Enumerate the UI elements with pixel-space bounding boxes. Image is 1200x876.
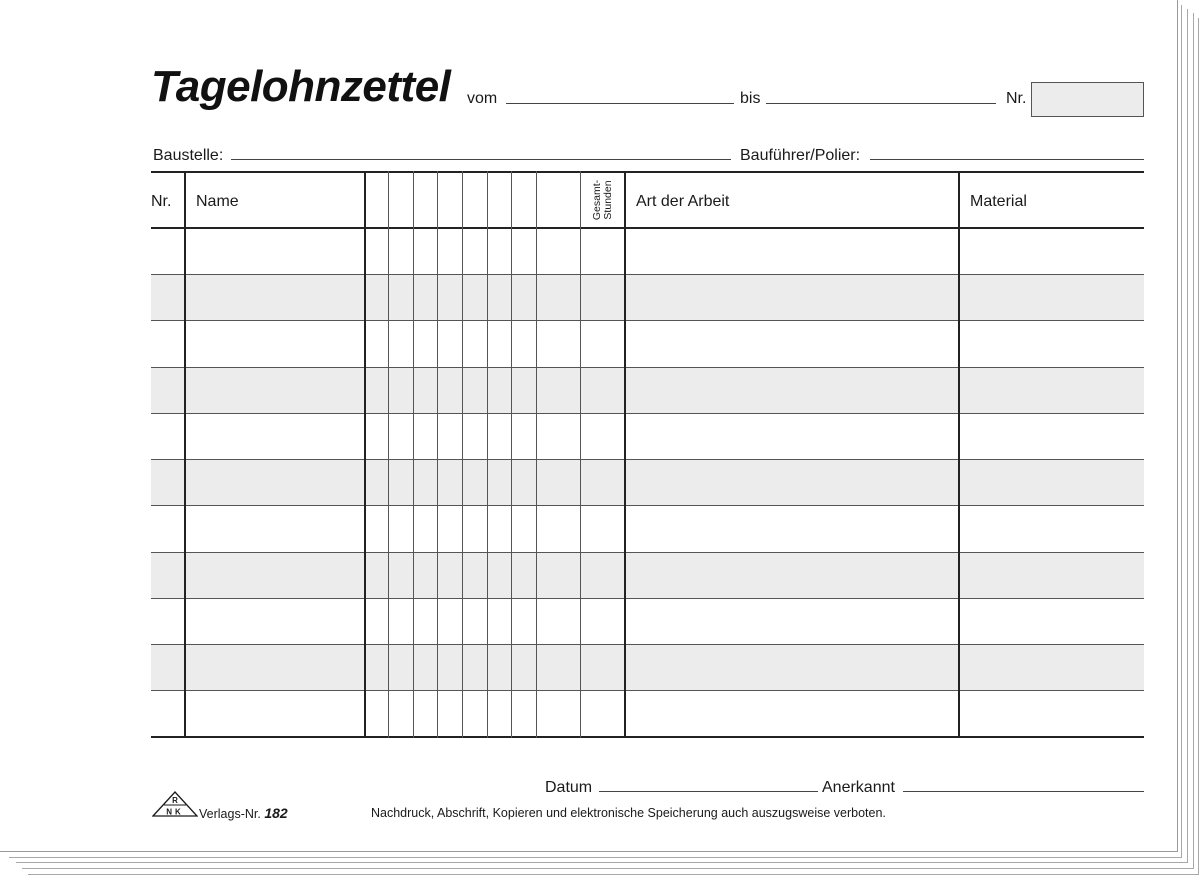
table-top-rule (151, 171, 1144, 173)
date-field[interactable] (599, 791, 818, 792)
foreman-field[interactable] (870, 159, 1144, 160)
row-divider (151, 690, 1144, 691)
col-divider-day (388, 171, 389, 738)
table-row-shade (151, 552, 1144, 598)
row-divider (151, 367, 1144, 368)
from-date-field[interactable] (506, 103, 734, 104)
col-header-total-line2: Stunden (602, 180, 614, 220)
col-divider-work (624, 171, 626, 738)
col-divider-day (462, 171, 463, 738)
from-label: vom (467, 90, 498, 107)
number-field[interactable] (1031, 82, 1144, 117)
table-bottom-rule (151, 736, 1144, 738)
col-divider-total (580, 171, 581, 738)
col-header-material: Material (970, 193, 1027, 210)
number-label: Nr. (1006, 90, 1027, 107)
publisher-number-value: 182 (264, 805, 288, 821)
svg-text:NK: NK (166, 807, 184, 817)
row-divider (151, 505, 1144, 506)
to-label: bis (740, 90, 761, 107)
row-divider (151, 320, 1144, 321)
approved-field[interactable] (903, 791, 1144, 792)
publisher-number (199, 805, 288, 821)
col-divider-material (958, 171, 960, 738)
header-bottom-rule (151, 227, 1144, 229)
table-row-shade (151, 459, 1144, 505)
col-divider-day (511, 171, 512, 738)
site-label: Baustelle: (153, 147, 224, 164)
table-row-shade (151, 644, 1144, 690)
col-divider-name (364, 171, 366, 738)
col-header-total-hours (583, 173, 623, 227)
col-divider-nr (184, 171, 186, 738)
table-row-shade (151, 367, 1144, 413)
row-divider (151, 552, 1144, 553)
col-header-work: Art der Arbeit (636, 193, 730, 210)
row-divider (151, 598, 1144, 599)
col-divider-day (487, 171, 488, 738)
to-date-field[interactable] (766, 103, 996, 104)
col-header-nr: Nr. (151, 193, 172, 210)
date-label: Datum (545, 779, 593, 796)
site-field[interactable] (231, 159, 731, 160)
col-divider-day (413, 171, 414, 738)
publisher-label: Verlags-Nr. (199, 807, 261, 821)
publisher-logo (152, 790, 198, 818)
form-title: Tagelohnzettel (151, 62, 451, 111)
row-divider (151, 644, 1144, 645)
row-divider (151, 274, 1144, 275)
col-header-total-line1: Gesamt- (591, 179, 603, 221)
col-header-name: Name (196, 193, 239, 210)
table-row-shade (151, 274, 1144, 320)
copyright-notice: Nachdruck, Abschrift, Kopieren und elektronische Speicherung auch auszugsweise verboten. (371, 806, 886, 820)
time-table (151, 171, 1144, 738)
svg-text:R: R (172, 796, 178, 805)
col-divider-day (437, 171, 438, 738)
col-divider-day (536, 171, 537, 738)
approved-label: Anerkannt (822, 779, 895, 796)
row-divider (151, 459, 1144, 460)
row-divider (151, 413, 1144, 414)
foreman-label: Bauführer/Polier: (740, 147, 861, 164)
